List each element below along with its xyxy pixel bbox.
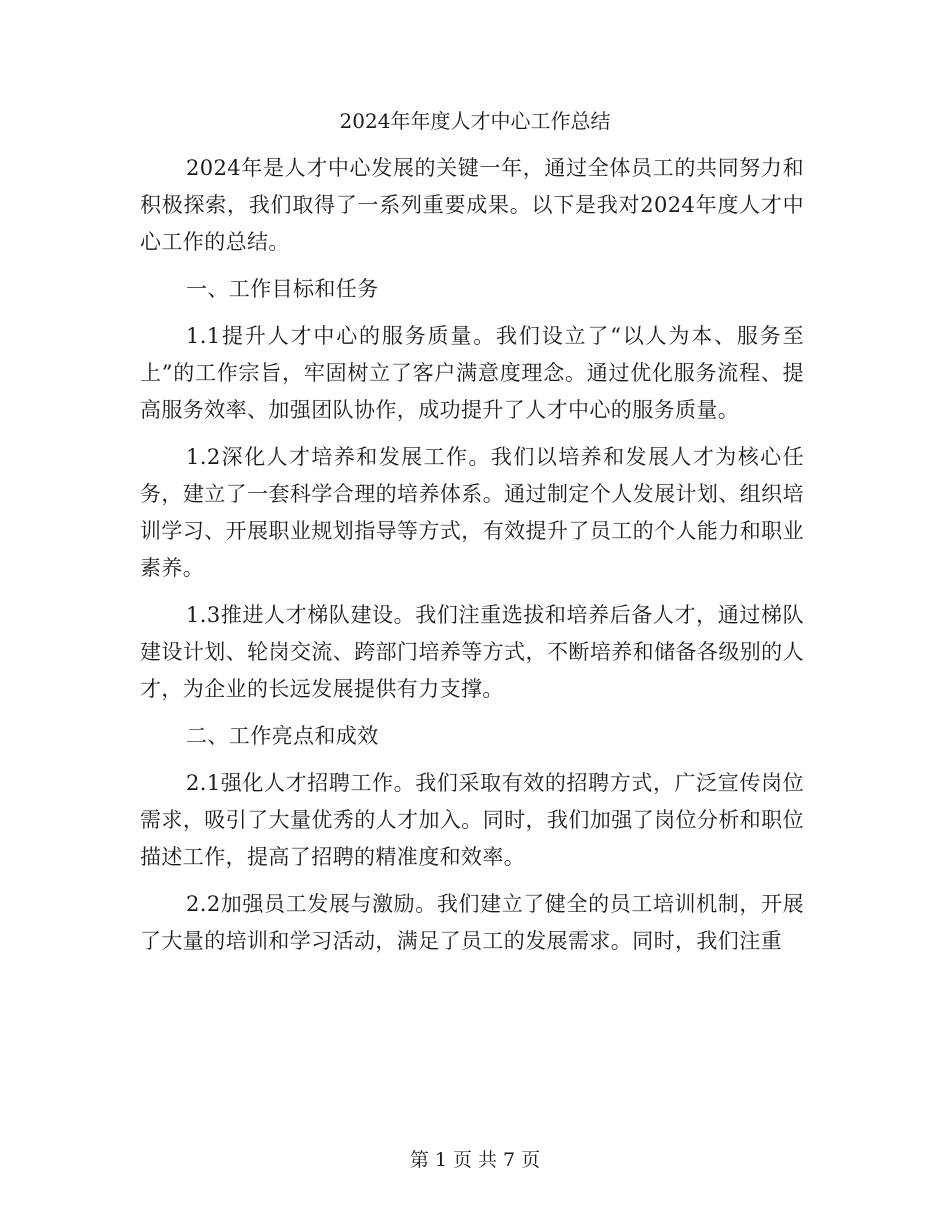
paragraph-1-1: 1.1提升人才中心的服务质量。我们设立了“以人为本、服务至上”的工作宗旨，牢固树立了客户满意度理念。通过优化服务流程、提高服务效率、加强团队协作，成功提升了人才中心的服务质量。 — [140, 324, 804, 422]
section-heading-1: 一、工作目标和任务 — [186, 277, 379, 301]
page-footer: 第 1 页 共 7 页 — [409, 1149, 541, 1171]
paragraph-2-2: 2.2加强员工发展与激励。我们建立了健全的员工培训机制，开展了大量的培训和学习活动，满足了员工的发展需求。同时，我们注重 — [140, 892, 804, 953]
intro-paragraph: 2024年是人才中心发展的关键一年，通过全体员工的共同努力和积极探索，我们取得了一系列重要成果。以下是我对2024年度人才中心工作的总结。 — [140, 156, 804, 254]
paragraph-1-2: 1.2深化人才培养和发展工作。我们以培养和发展人才为核心任务，建立了一套科学合理的培养体系。通过制定个人发展计划、组织培训学习、开展职业规划指导等方式，有效提升了员工的个人能力和职业素养。 — [140, 445, 804, 580]
document-title: 2024年年度人才中心工作总结 — [339, 109, 611, 133]
paragraph-1-3: 1.3推进人才梯队建设。我们注重选拔和培养后备人才，通过梯队建设计划、轮岗交流、跨部门培养等方式，不断培养和储备各级别的人才，为企业的长远发展提供有力支撑。 — [140, 603, 804, 701]
document-body — [140, 150, 804, 970]
section-heading-2: 二、工作亮点和成效 — [186, 724, 379, 748]
paragraph-2-1: 2.1强化人才招聘工作。我们采取有效的招聘方式，广泛宣传岗位需求，吸引了大量优秀的人才加入。同时，我们加强了岗位分析和职位描述工作，提高了招聘的精准度和效率。 — [140, 771, 804, 869]
